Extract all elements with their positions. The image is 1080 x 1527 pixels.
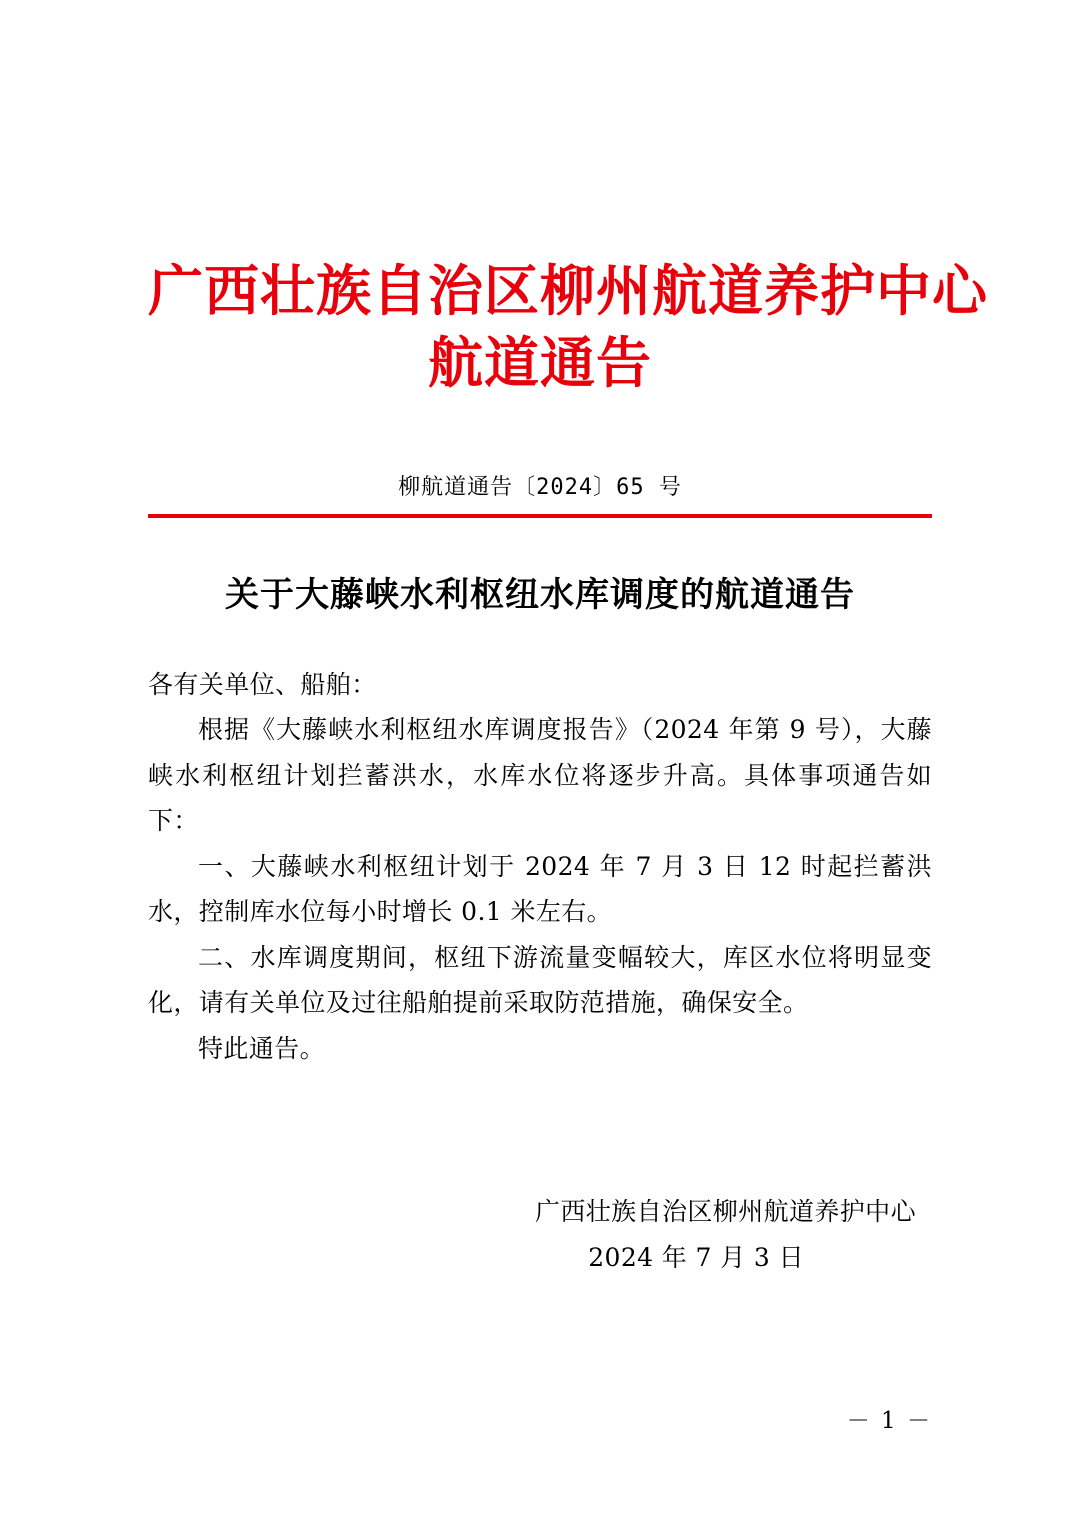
document-number: 柳航道通告〔2024〕65 号 <box>398 475 682 500</box>
body-paragraph-1: 根据《大藤峡水利枢纽水库调度报告》（2024 年第 9 号），大藤峡水利枢纽计划拦蓄洪水，水库水位将逐步升高。具体事项通告如下： <box>148 715 932 836</box>
red-divider-rule <box>148 514 932 518</box>
body-item-2: 二、水库调度期间，枢纽下游流量变幅较大，库区水位将明显变化，请有关单位及过往船舶提前采取防范措施，确保安全。 <box>148 942 932 1018</box>
signature-block <box>148 1189 932 1282</box>
signature-organization: 广西壮族自治区柳州航道养护中心 <box>534 1197 916 1227</box>
body-item-1: 一、大藤峡水利枢纽计划于 2024 年 7 月 3 日 12 时起拦蓄洪水，控制库水位每小时增长 0.1 米左右。 <box>148 851 932 927</box>
document-body <box>148 662 932 1072</box>
body-salutation: 各有关单位、船舶： <box>148 669 377 699</box>
body-closing: 特此通告。 <box>198 1033 326 1063</box>
document-title: 关于大藤峡水利枢纽水库调度的航道通告 <box>225 575 855 615</box>
signature-date: 2024 年 7 月 3 日 <box>588 1243 804 1273</box>
page-number: － 1 － <box>846 1408 932 1434</box>
masthead-line-1: 广西壮族自治区柳州航道养护中心 <box>148 258 989 323</box>
masthead-line-2: 航道通告 <box>427 329 652 395</box>
masthead <box>148 0 989 398</box>
